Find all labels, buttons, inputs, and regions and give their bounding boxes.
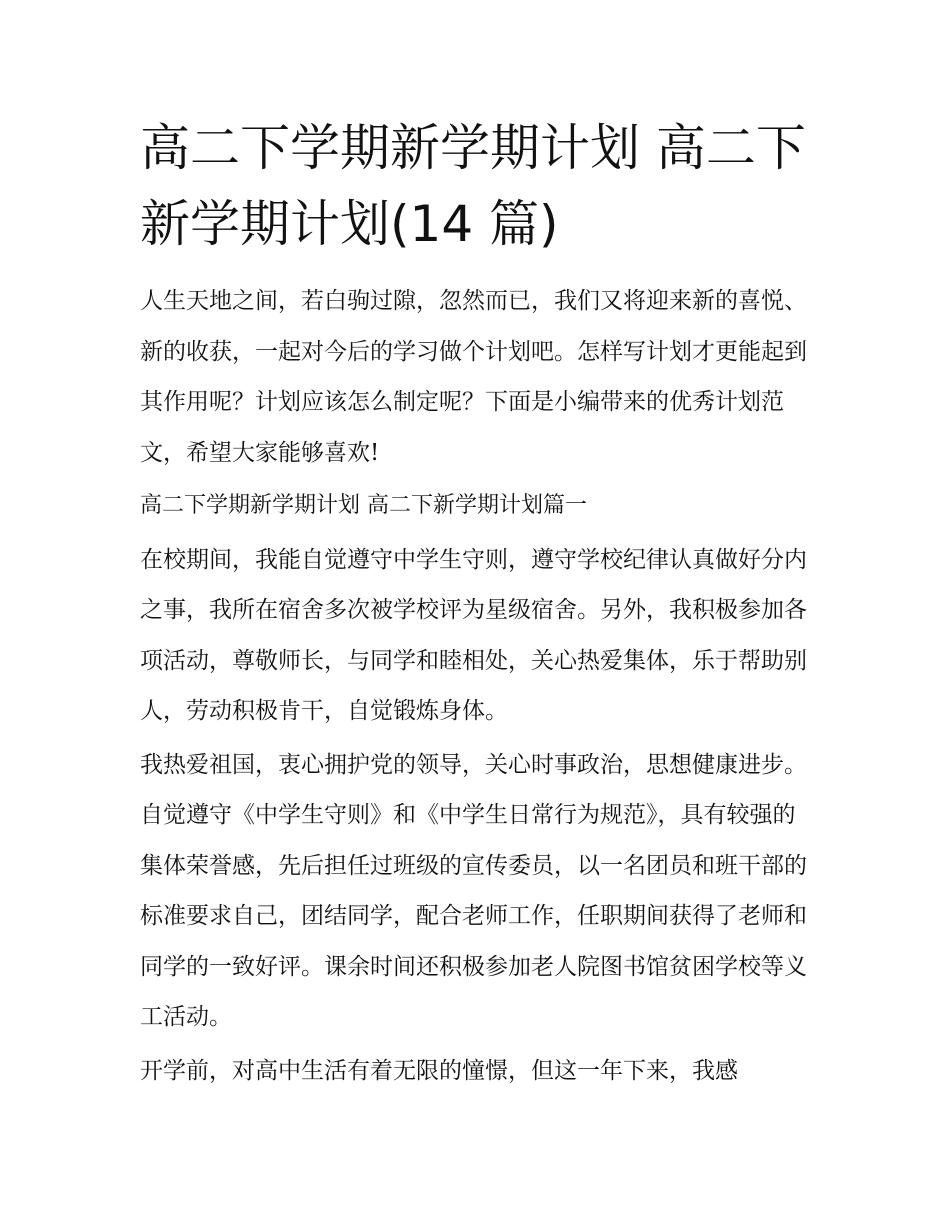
intro-paragraph: 人生天地之间，若白驹过隙，忽然而已，我们又将迎来新的喜悦、新的收获，一起对今后的学习做个计划吧。怎样写计划才更能起到其作用呢？计划应该怎么制定呢？下面是小编带来的优秀计划范文，希望大家能够喜欢! (140, 288, 807, 466)
section-heading: 高二下学期新学期计划 高二下新学期计划篇一 (140, 493, 587, 518)
body-paragraph: 开学前，对高中生活有着无限的憧憬，但这一年下来，我感 (140, 1057, 738, 1084)
body-paragraph: 我热爱祖国，衷心拥护党的领导，关心时事政治，思想健康进步。自觉遵守《中学生守则》和《中学生日常行为规范》，具有较强的集体荣誉感，先后担任过班级的宣传委员，以一名团员和班干部的标准要求自己，团结同学，配合老师工作，任职期间获得了老师和同学的一致好评。课余时间还积极参加老人院图书馆贫困学校等义工活动。 (140, 751, 807, 1030)
body-paragraph: 在校期间，我能自觉遵守中学生守则，遵守学校纪律认真做好分内之事，我所在宿舍多次被学校评为星级宿舍。另外，我积极参加各项活动，尊敬师长，与同学和睦相处，关心热爱集体，乐于帮助别人，劳动积极肯干，自觉锻炼身体。 (140, 546, 807, 724)
document-title: 高二下学期新学期计划 高二下新学期计划(14 篇) (140, 119, 806, 253)
document-body (140, 276, 812, 1099)
